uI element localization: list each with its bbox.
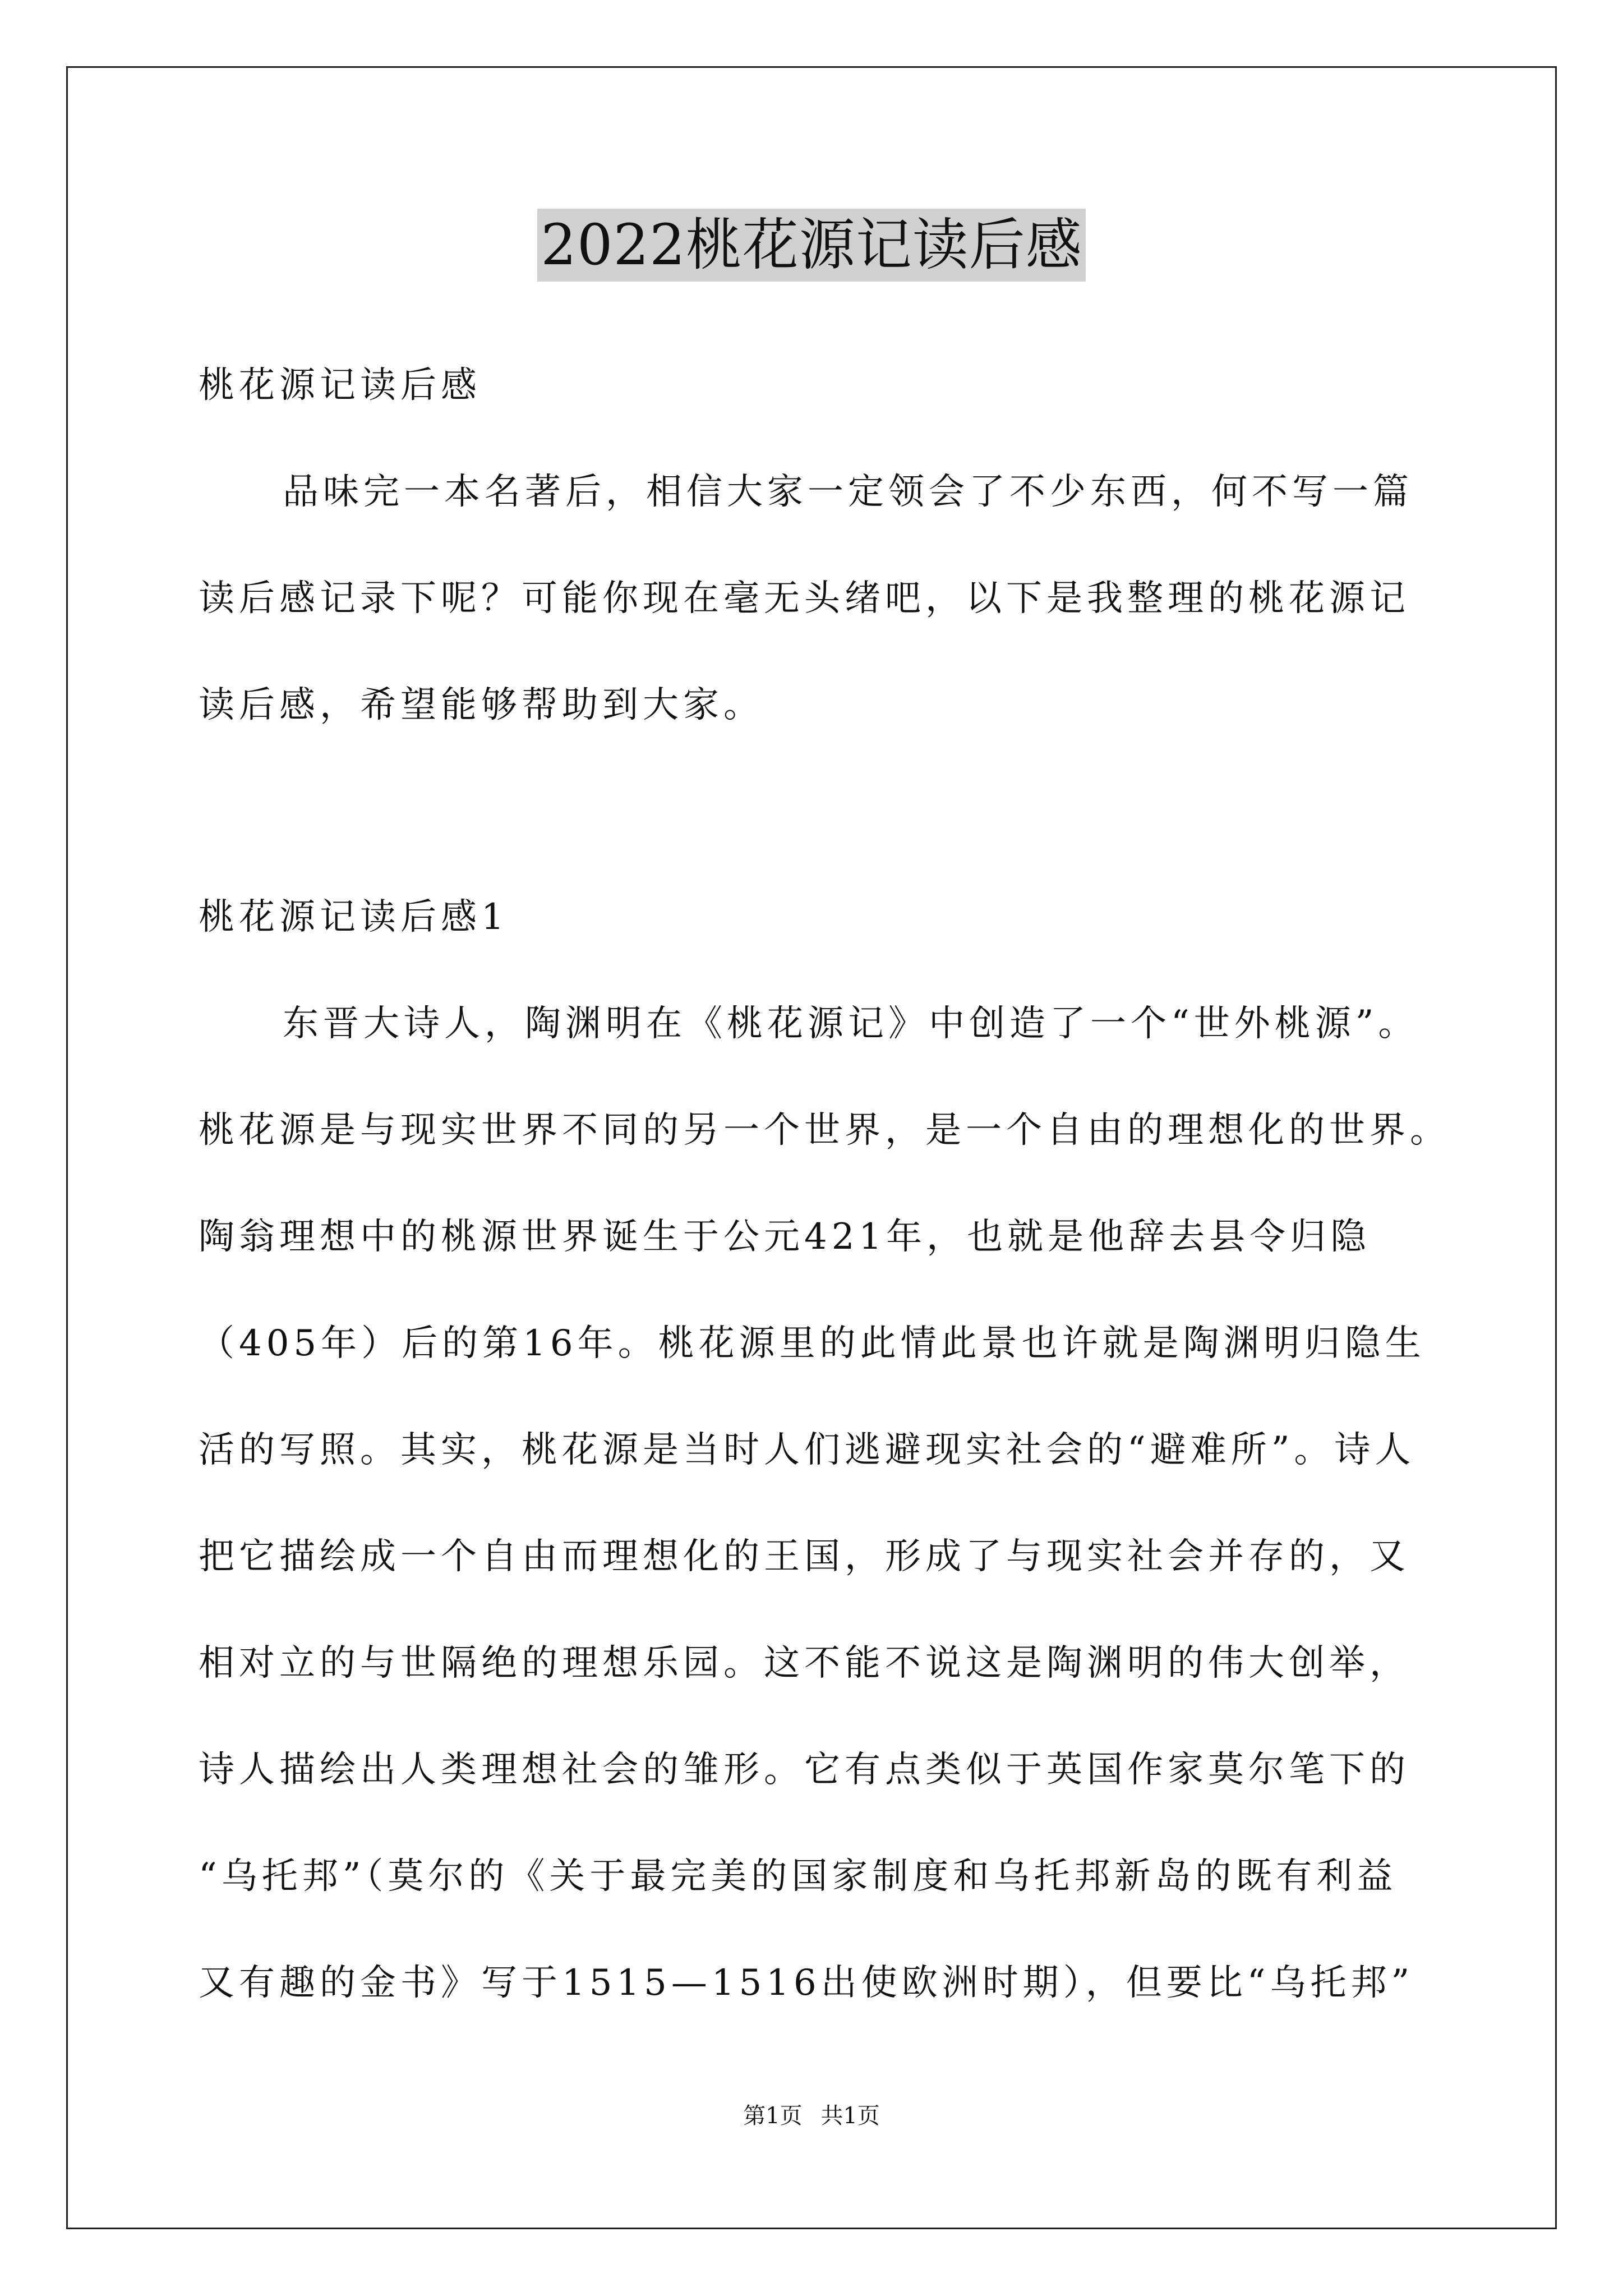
paragraph-line: 品味完一本名著后，相信大家一定领会了不少东西，何不写一篇 [283,471,1413,513]
paragraph-line: 东晋大诗人，陶渊明在《桃花源记》中创造了一个“世外桃源”。 [283,1003,1419,1045]
page-total: 共1页 [820,2103,880,2129]
paragraph-line: 读后感，希望能够帮助到大家。 [199,684,764,726]
title-container [0,209,1623,282]
paragraph-line: 读后感记录下呢？可能你现在毫无头绪吧，以下是我整理的桃花源记 [199,578,1410,619]
paragraph-line: 诗人描绘出人类理想社会的雏形。它有点类似于英国作家莫尔笔下的 [199,1749,1410,1791]
section-heading: 桃花源记读后感1 [199,896,509,938]
paragraph-line: 活的写照。其实，桃花源是当时人们逃避现实社会的“避难所”。诗人 [199,1429,1415,1471]
paragraph-line: “乌托邦”（莫尔的《关于最完美的国家制度和乌托邦新岛的既有利益 [199,1856,1398,1897]
paragraph-line: 相对立的与世隔绝的理想乐园。这不能不说这是陶渊明的伟大创举， [199,1642,1410,1684]
page-number: 第1页 [743,2103,803,2129]
body-paragraph [199,970,1450,2036]
paragraph-line: 陶翁理想中的桃源世界诞生于公元421年，也就是他辞去县令归隐 [199,1216,1371,1258]
section-heading: 桃花源记读后感 [199,365,481,406]
intro-paragraph [199,439,1432,758]
paragraph-line: 又有趣的金书》写于1515—1516出使欧洲时期），但要比“乌托邦” [199,1962,1414,2004]
paragraph-line: 桃花源是与现实世界不同的另一个世界，是一个自由的理想化的世界。 [199,1110,1450,1151]
heading-main [199,332,1432,439]
heading-section-1 [199,864,1432,970]
page-footer [0,2099,1623,2133]
paragraph-line: （405年）后的第16年。桃花源里的此情此景也许就是陶渊明归隐生 [199,1323,1426,1364]
document-title: 2022桃花源记读后感 [537,209,1086,282]
paragraph-line: 把它描绘成一个自由而理想化的王国，形成了与现实社会并存的，又 [199,1536,1410,1577]
